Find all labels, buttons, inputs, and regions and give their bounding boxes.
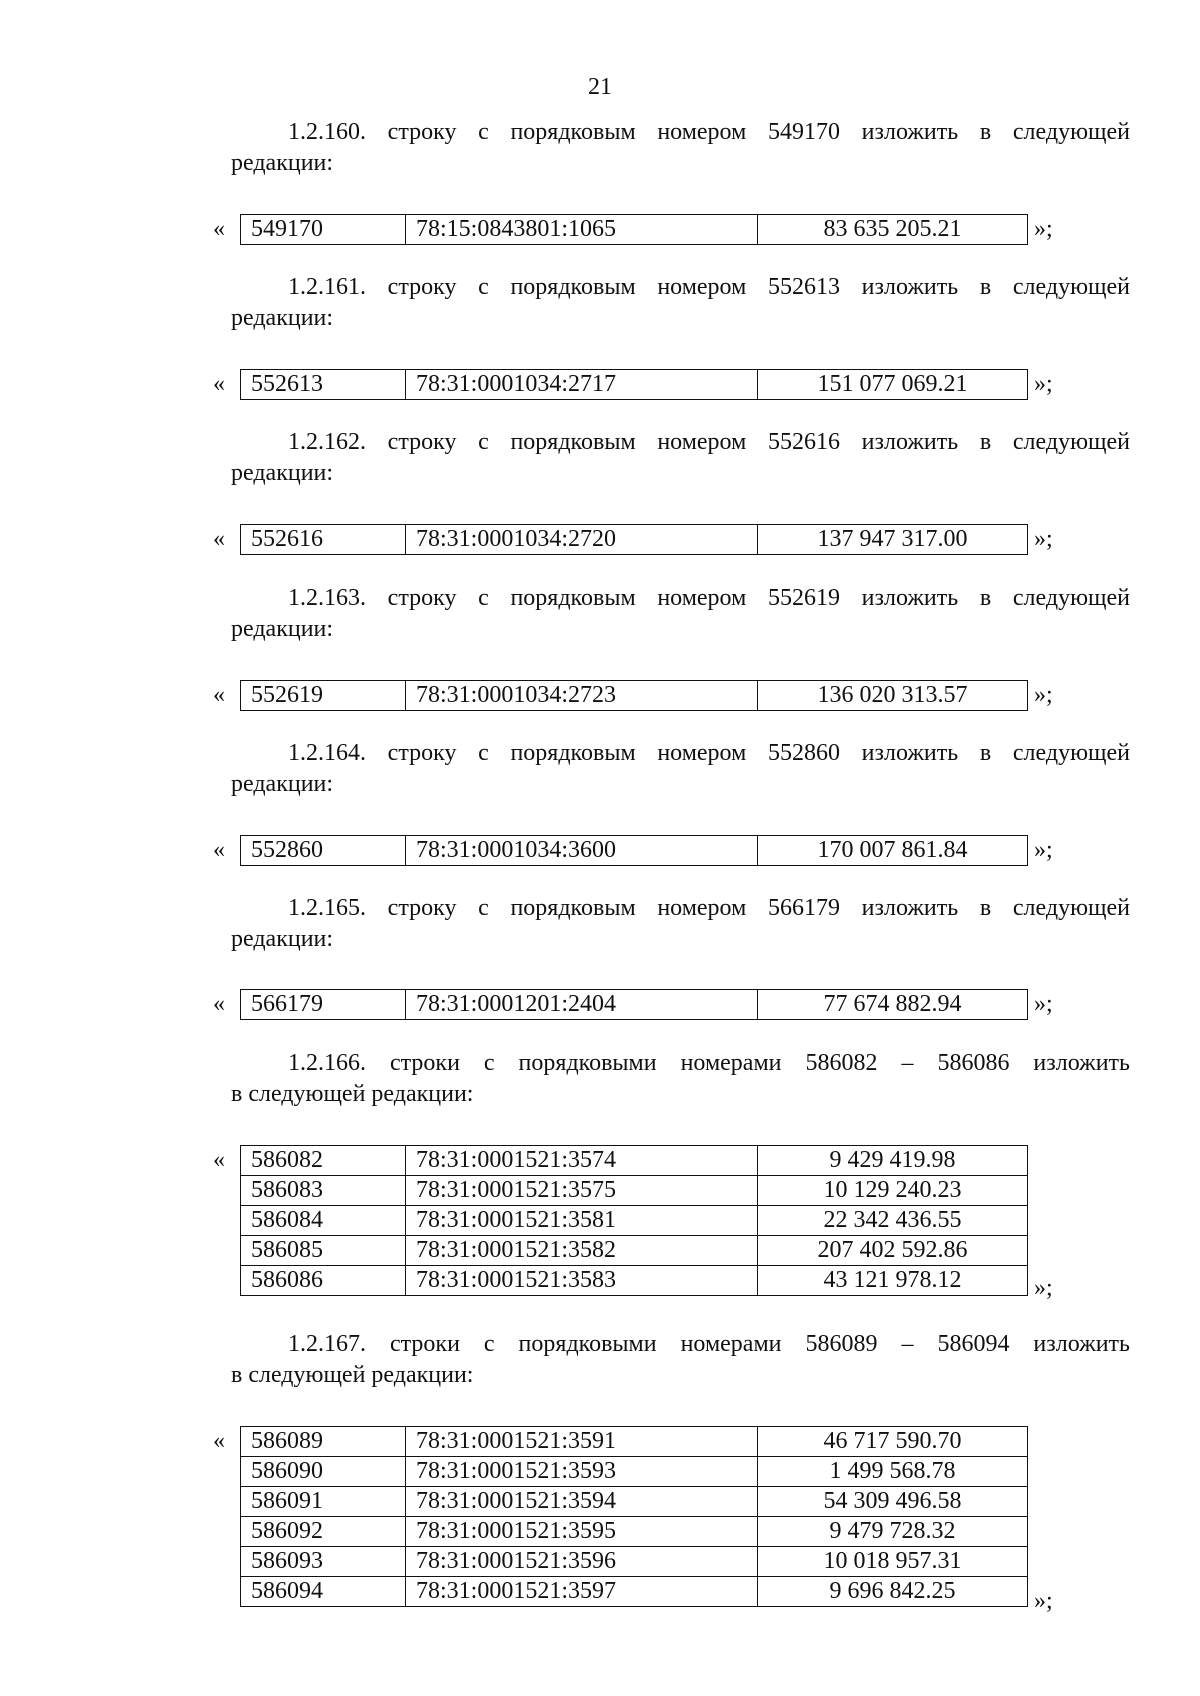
paragraph-line: редакции: xyxy=(231,616,334,642)
value-cell: 10 018 957.31 xyxy=(758,1547,1028,1577)
row-number-cell: 586084 xyxy=(241,1206,406,1236)
closing-quote: »; xyxy=(1034,682,1053,708)
amendment-table xyxy=(240,680,1028,711)
table-row xyxy=(241,1487,1028,1517)
paragraph-line: 1.2.164. строку с порядковым номером 552860 изложить в следующей xyxy=(288,740,1130,766)
cadastral-number-cell: 78:15:0843801:1065 xyxy=(406,215,758,245)
value-cell: 77 674 882.94 xyxy=(758,990,1028,1020)
closing-quote: »; xyxy=(1034,526,1053,552)
cadastral-number-cell: 78:31:0001521:3593 xyxy=(406,1457,758,1487)
value-cell: 54 309 496.58 xyxy=(758,1487,1028,1517)
cadastral-number-cell: 78:31:0001034:2720 xyxy=(406,525,758,555)
value-cell: 136 020 313.57 xyxy=(758,681,1028,711)
cadastral-number-cell: 78:31:0001521:3595 xyxy=(406,1517,758,1547)
cadastral-number-cell: 78:31:0001521:3574 xyxy=(406,1146,758,1176)
paragraph-line: 1.2.167. строки с порядковыми номерами 586089 – 586094 изложить xyxy=(288,1331,1130,1357)
row-number-cell: 552860 xyxy=(241,836,406,866)
paragraph-line: 1.2.160. строку с порядковым номером 549170 изложить в следующей xyxy=(288,119,1130,145)
opening-quote: « xyxy=(213,371,225,397)
cadastral-number-cell: 78:31:0001521:3581 xyxy=(406,1206,758,1236)
opening-quote: « xyxy=(213,1147,225,1173)
value-cell: 22 342 436.55 xyxy=(758,1206,1028,1236)
opening-quote: « xyxy=(213,1428,225,1454)
cadastral-number-cell: 78:31:0001034:2717 xyxy=(406,370,758,400)
amendment-paragraph xyxy=(231,583,1130,645)
paragraph-line: редакции: xyxy=(231,460,334,486)
opening-quote: « xyxy=(213,216,225,242)
table-row xyxy=(241,370,1028,400)
amendment-table xyxy=(240,369,1028,400)
row-number-cell: 549170 xyxy=(241,215,406,245)
table-row xyxy=(241,681,1028,711)
row-number-cell: 586082 xyxy=(241,1146,406,1176)
cadastral-number-cell: 78:31:0001521:3582 xyxy=(406,1236,758,1266)
cadastral-number-cell: 78:31:0001521:3594 xyxy=(406,1487,758,1517)
amendment-paragraph xyxy=(231,1329,1130,1391)
amendment-paragraph xyxy=(231,117,1130,179)
cadastral-number-cell: 78:31:0001034:2723 xyxy=(406,681,758,711)
paragraph-line: редакции: xyxy=(231,926,334,952)
row-number-cell: 586089 xyxy=(241,1427,406,1457)
paragraph-line: редакции: xyxy=(231,771,334,797)
paragraph-line: 1.2.165. строку с порядковым номером 566179 изложить в следующей xyxy=(288,895,1130,921)
paragraph-line: 1.2.162. строку с порядковым номером 552616 изложить в следующей xyxy=(288,429,1130,455)
closing-quote: »; xyxy=(1034,837,1053,863)
table-row xyxy=(241,1146,1028,1176)
cadastral-number-cell: 78:31:0001521:3591 xyxy=(406,1427,758,1457)
table-row xyxy=(241,525,1028,555)
row-number-cell: 552619 xyxy=(241,681,406,711)
table-row xyxy=(241,1547,1028,1577)
page-number: 21 xyxy=(588,74,612,100)
value-cell: 170 007 861.84 xyxy=(758,836,1028,866)
paragraph-line: редакции: xyxy=(231,150,334,176)
cadastral-number-cell: 78:31:0001034:3600 xyxy=(406,836,758,866)
row-number-cell: 586090 xyxy=(241,1457,406,1487)
closing-quote: »; xyxy=(1034,216,1053,242)
closing-quote: »; xyxy=(1034,371,1053,397)
amendment-table xyxy=(240,989,1028,1020)
closing-quote: »; xyxy=(1034,991,1053,1017)
value-cell: 9 696 842.25 xyxy=(758,1577,1028,1607)
amendment-paragraph xyxy=(231,427,1130,489)
amendment-table xyxy=(240,1145,1028,1296)
amendment-table xyxy=(240,1426,1028,1607)
row-number-cell: 586083 xyxy=(241,1176,406,1206)
value-cell: 1 499 568.78 xyxy=(758,1457,1028,1487)
closing-quote: »; xyxy=(1034,1275,1053,1301)
opening-quote: « xyxy=(213,682,225,708)
amendment-table xyxy=(240,524,1028,555)
amendment-table xyxy=(240,214,1028,245)
value-cell: 9 429 419.98 xyxy=(758,1146,1028,1176)
row-number-cell: 586086 xyxy=(241,1266,406,1296)
row-number-cell: 586085 xyxy=(241,1236,406,1266)
paragraph-line: в следующей редакции: xyxy=(231,1081,474,1107)
value-cell: 10 129 240.23 xyxy=(758,1176,1028,1206)
value-cell: 9 479 728.32 xyxy=(758,1517,1028,1547)
paragraph-line: 1.2.166. строки с порядковыми номерами 586082 – 586086 изложить xyxy=(288,1050,1130,1076)
cadastral-number-cell: 78:31:0001521:3597 xyxy=(406,1577,758,1607)
table-row xyxy=(241,1206,1028,1236)
row-number-cell: 552613 xyxy=(241,370,406,400)
row-number-cell: 566179 xyxy=(241,990,406,1020)
table-row xyxy=(241,1517,1028,1547)
cadastral-number-cell: 78:31:0001521:3583 xyxy=(406,1266,758,1296)
row-number-cell: 586092 xyxy=(241,1517,406,1547)
table-row xyxy=(241,215,1028,245)
amendment-paragraph xyxy=(231,272,1130,334)
table-row xyxy=(241,1577,1028,1607)
cadastral-number-cell: 78:31:0001201:2404 xyxy=(406,990,758,1020)
table-row xyxy=(241,1176,1028,1206)
row-number-cell: 586091 xyxy=(241,1487,406,1517)
paragraph-line: в следующей редакции: xyxy=(231,1362,474,1388)
table-row xyxy=(241,1427,1028,1457)
amendment-paragraph xyxy=(231,1048,1130,1110)
amendment-paragraph xyxy=(231,893,1130,955)
value-cell: 83 635 205.21 xyxy=(758,215,1028,245)
value-cell: 43 121 978.12 xyxy=(758,1266,1028,1296)
value-cell: 137 947 317.00 xyxy=(758,525,1028,555)
row-number-cell: 586094 xyxy=(241,1577,406,1607)
amendment-table xyxy=(240,835,1028,866)
table-row xyxy=(241,990,1028,1020)
closing-quote: »; xyxy=(1034,1588,1053,1614)
amendment-paragraph xyxy=(231,738,1130,800)
value-cell: 46 717 590.70 xyxy=(758,1427,1028,1457)
table-row xyxy=(241,1266,1028,1296)
opening-quote: « xyxy=(213,526,225,552)
table-row xyxy=(241,1457,1028,1487)
cadastral-number-cell: 78:31:0001521:3596 xyxy=(406,1547,758,1577)
paragraph-line: редакции: xyxy=(231,305,334,331)
paragraph-line: 1.2.163. строку с порядковым номером 552619 изложить в следующей xyxy=(288,585,1130,611)
value-cell: 151 077 069.21 xyxy=(758,370,1028,400)
table-row xyxy=(241,1236,1028,1266)
cadastral-number-cell: 78:31:0001521:3575 xyxy=(406,1176,758,1206)
opening-quote: « xyxy=(213,837,225,863)
table-row xyxy=(241,836,1028,866)
paragraph-line: 1.2.161. строку с порядковым номером 552613 изложить в следующей xyxy=(288,274,1130,300)
opening-quote: « xyxy=(213,991,225,1017)
row-number-cell: 552616 xyxy=(241,525,406,555)
value-cell: 207 402 592.86 xyxy=(758,1236,1028,1266)
row-number-cell: 586093 xyxy=(241,1547,406,1577)
